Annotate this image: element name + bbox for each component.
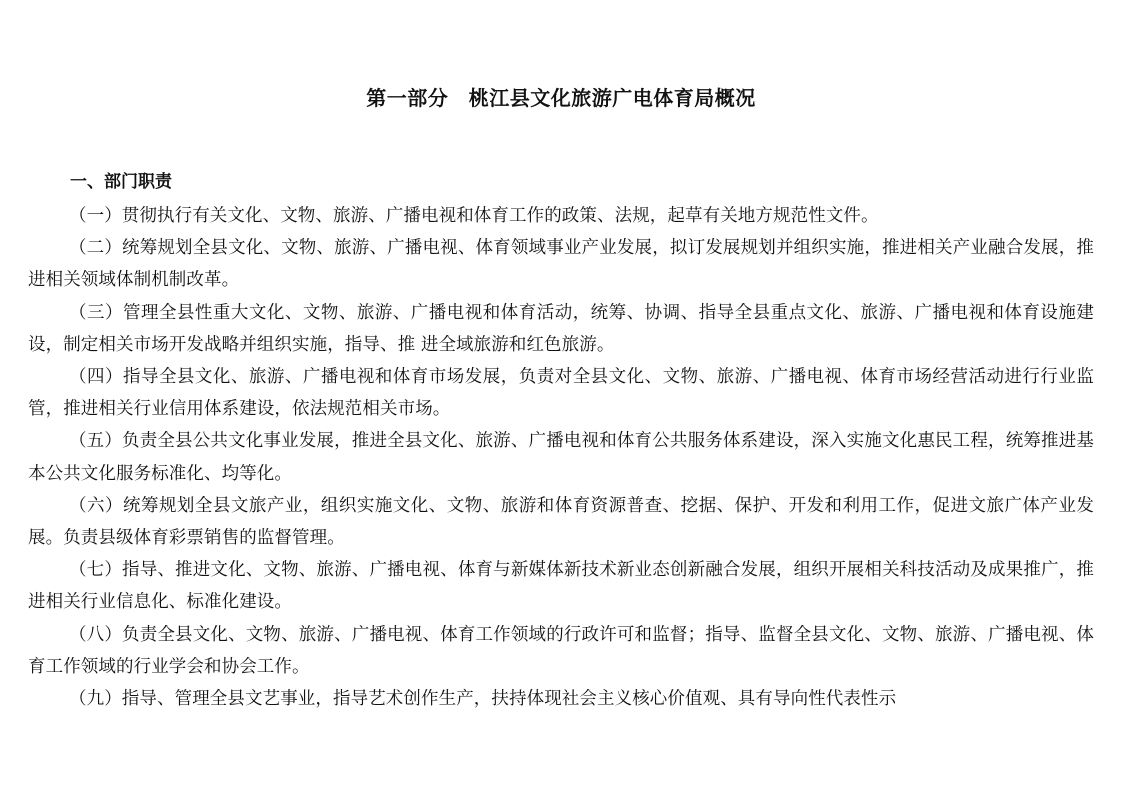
paragraph-7: （七）指导、推进文化、文物、旅游、广播电视、体育与新媒体新技术新业态创新融合发展，组织开展相关科技活动及成果推广，推进相关行业信息化、标准化建设。	[28, 560, 1094, 613]
paragraph-3: （三）管理全县性重大文化、文物、旅游、广播电视和体育活动，统筹、协调、指导全县重点文化、旅游、广播电视和体育设施建设，制定相关市场开发战略并组织实施，指导、推 进全域旅游和红色旅游。	[28, 302, 1094, 355]
section-heading: 一、部门职责	[70, 172, 172, 192]
paragraph-1: （一）贯彻执行有关文化、文物、旅游、广播电视和体育工作的政策、法规，起草有关地方规范性文件。	[69, 206, 879, 226]
document-title: 第一部分 桃江县文化旅游广电体育局概况	[366, 86, 756, 110]
paragraph-4: （四）指导全县文化、旅游、广播电视和体育市场发展，负责对全县文化、文物、旅游、广播电视、体育市场经营活动进行行业监管，推进相关行业信用体系建设，依法规范相关市场。	[28, 367, 1094, 420]
document-body	[28, 200, 1094, 715]
paragraph-2: （二）统筹规划全县文化、文物、旅游、广播电视、体育领域事业产业发展，拟订发展规划并组织实施，推进相关产业融合发展，推进相关领域体制机制改革。	[28, 238, 1094, 291]
paragraph-9: （九）指导、管理全县文艺事业，指导艺术创作生产，扶持体现社会主义核心价值观、具有导向性代表性示	[69, 689, 897, 710]
paragraph-8: （八）负责全县文化、文物、旅游、广播电视、体育工作领域的行政许可和监督；指导、监督全县文化、文物、旅游、广播电视、体育工作领域的行业学会和协会工作。	[28, 624, 1094, 677]
paragraph-5: （五）负责全县公共文化事业发展，推进全县文化、旅游、广播电视和体育公共服务体系建设，深入实施文化惠民工程，统筹推进基本公共文化服务标准化、均等化。	[28, 431, 1094, 484]
paragraph-6: （六）统筹规划全县文旅产业，组织实施文化、文物、旅游和体育资源普查、挖据、保护、开发和利用工作，促进文旅广体产业发展。负责县级体育彩票销售的监督管理。	[28, 495, 1094, 549]
